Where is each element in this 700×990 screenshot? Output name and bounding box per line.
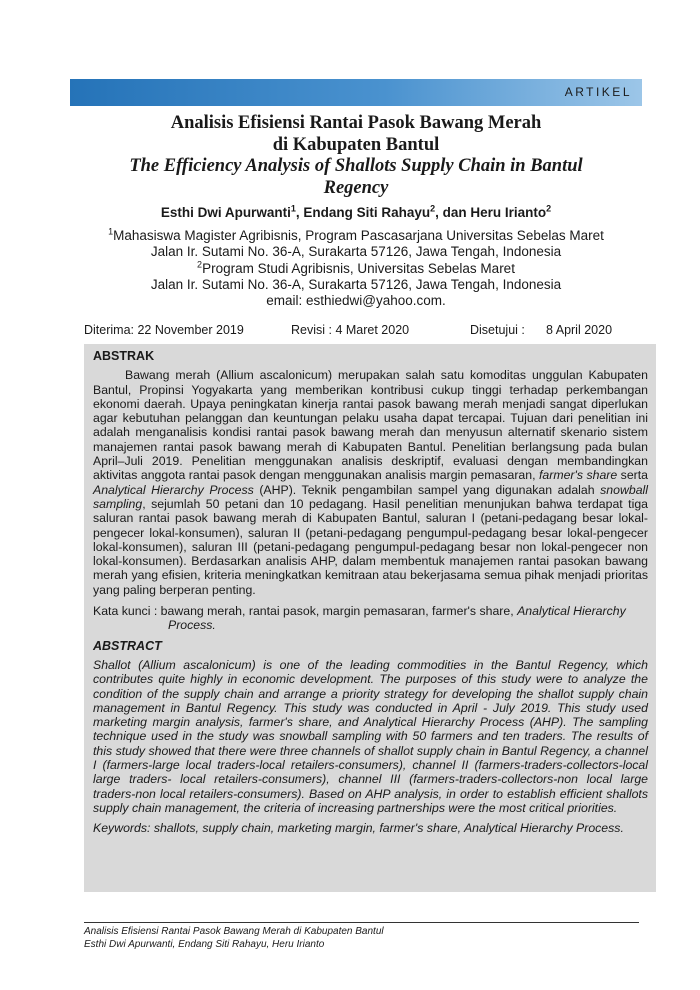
article-section-banner xyxy=(70,79,642,106)
aff-line-2: Jalan Ir. Sutami No. 36-A, Surakarta 57126, Jawa Tengah, Indonesia xyxy=(150,244,562,260)
date-accepted-label: Disetujui : xyxy=(470,323,525,337)
email: email: esthiedwi@yahoo.com. xyxy=(266,293,446,309)
running-footer xyxy=(84,925,384,951)
author-1-sup: 1 xyxy=(290,203,296,214)
title-en-line1: The Efficiency Analysis of Shallots Supply Chain in Bantul xyxy=(129,156,583,176)
footer-authors: Esthi Dwi Apurwanti, Endang Siti Rahayu, Heru Irianto xyxy=(84,939,325,950)
abstrak-italic-3: snowball sampling xyxy=(93,482,649,511)
abstrak-text-2: serta xyxy=(617,468,649,483)
abstract-keywords: Keywords: shallots, supply chain, marketing margin, farmer's share, Analytical Hierarchy Process. xyxy=(93,821,624,836)
date-received: Diterima: 22 November 2019 xyxy=(84,323,244,337)
title-id-line2: di Kabupaten Bantul xyxy=(272,135,440,155)
kata-kunci xyxy=(93,604,648,633)
abstract-heading: ABSTRACT xyxy=(93,638,162,653)
aff-2-sup: 2 xyxy=(197,259,203,270)
footer-title: Analisis Efisiensi Rantai Pasok Bawang Merah di Kabupaten Bantul xyxy=(84,926,384,937)
author-1: Esthi Dwi Apurwanti xyxy=(160,205,291,220)
title-english xyxy=(70,155,642,199)
abstract-body: Shallot (Allium ascalonicum) is one of the leading commodities in the Bantul Regency, which contributes quite highly in economic development. The purposes of this study were to analyze the condition of the supply chain and arrange a priority strategy for developing the shallot supply chain management in Bantul Regency. This study was conducted in April - July 2019. This study used marketing margin analysis, farmer's share, and Analytical Hierarchy Process (AHP). The sampling technique used in the study was snowball sampling with 50 farmers and ten traders. The results of this study showed that there were three channels of shallot supply chain in Bantul Regency, a channel I (farmers-large local traders-local retailers-consumers), channel II (farmers-traders-collectors-local large traders- local retailers-consumers), channel III (farmers-traders-collectors-non local large traders-non local retailers-consumers). Based on AHP analysis, in order to establish efficient shallots supply chain management, the criteria of increasing partnerships were the most critical priorities. xyxy=(93,657,648,815)
aff-line-4: Jalan Ir. Sutami No. 36-A, Surakarta 57126, Jawa Tengah, Indonesia xyxy=(150,276,562,292)
section-label: ARTIKEL xyxy=(564,85,632,99)
title-indonesian xyxy=(70,112,642,156)
kata-kunci-label: Kata kunci : xyxy=(93,604,161,619)
aff-1-sup: 1 xyxy=(108,226,114,237)
abstrak-heading: ABSTRAK xyxy=(93,349,155,363)
kata-kunci-text: bawang merah, rantai pasok, margin pemasaran, farmer's share, xyxy=(160,604,518,619)
date-accepted: 8 April 2020 xyxy=(546,323,613,337)
footer-divider xyxy=(84,922,639,923)
affiliations xyxy=(70,228,642,309)
abstract-box xyxy=(84,344,656,892)
abstrak-text-1: Bawang merah (Allium ascalonicum) merupakan salah satu komoditas unggulan Kabupaten Bantul, Propinsi Yogyakarta yang memberikan kontribusi cukup tinggi terhadap perkembangan ekonomi daerah. Upaya peningkatan kinerja rantai pasok bawang merah menjadi sangat diperlukan agar kebutuhan pelanggan dan keuntungan pelaku usaha dapat tercapai. Tujuan dari penelitian ini adalah menganalisis kondisi rantai pasok bawang merah dan menyusun alternatif skenario sistem manajemen rantai pasok bawang merah di Kabupaten Bantul. Penelitian berlangsung pada bulan April–Juli 2019. Penelitian menggunakan analisis deskriptif, evaluasi dengan membandingkan aktivitas anggota rantai pasok dengan menggunakan analisis margin pemasaran, xyxy=(93,368,648,483)
aff-line-3: Program Studi Agribisnis, Universitas Sebelas Maret xyxy=(202,260,515,276)
author-2: , Endang Siti Rahayu xyxy=(295,205,431,220)
kata-kunci-italic-1: Analytical Hierarchy xyxy=(517,604,626,619)
abstrak-text-4: , sejumlah 50 petani dan 10 pedagang. Hasil penelitian menunjukan bahwa terdapat tiga saluran rantai pasok bawang merah di Kabupaten Bantul, saluran I (petani-pedagang besar lokal-pengecer lokal-konsumen), saluran II (petani-pedagang pengumpul-pedagang besar lokal-pengecer lokal-konsumen), saluran III (petani-pedagang pengumpul-pedagang besar non lokal-pengecer non lokal-konsumen). Berdasarkan analisis AHP, dalam membentuk manajemen rantai pasokan bawang merah yang efisien, kriteria meningkatkan kemitraan atau bekerjasama semua pihak menjadi prioritas yang paling berperan penting. xyxy=(93,496,648,597)
abstrak-text-3: (AHP). Teknik pengambilan sampel yang digunakan adalah xyxy=(253,482,601,497)
author-list xyxy=(70,205,642,220)
abstrak-italic-1: farmer's share xyxy=(538,468,618,483)
title-id-line1: Analisis Efisiensi Rantai Pasok Bawang Merah xyxy=(170,113,542,133)
author-3: , dan Heru Irianto xyxy=(435,205,547,220)
aff-line-1: Mahasiswa Magister Agribisnis, Program Pascasarjana Universitas Sebelas Maret xyxy=(113,228,604,243)
title-en-line2: Regency xyxy=(323,178,389,198)
author-3-sup: 2 xyxy=(546,203,552,214)
author-2-sup: 2 xyxy=(430,203,436,214)
date-revised: Revisi : 4 Maret 2020 xyxy=(291,323,410,337)
kata-kunci-italic-2: Process. xyxy=(168,618,216,633)
abstrak-italic-2: Analytical Hierarchy Process xyxy=(93,482,254,497)
abstrak-body xyxy=(93,368,648,597)
